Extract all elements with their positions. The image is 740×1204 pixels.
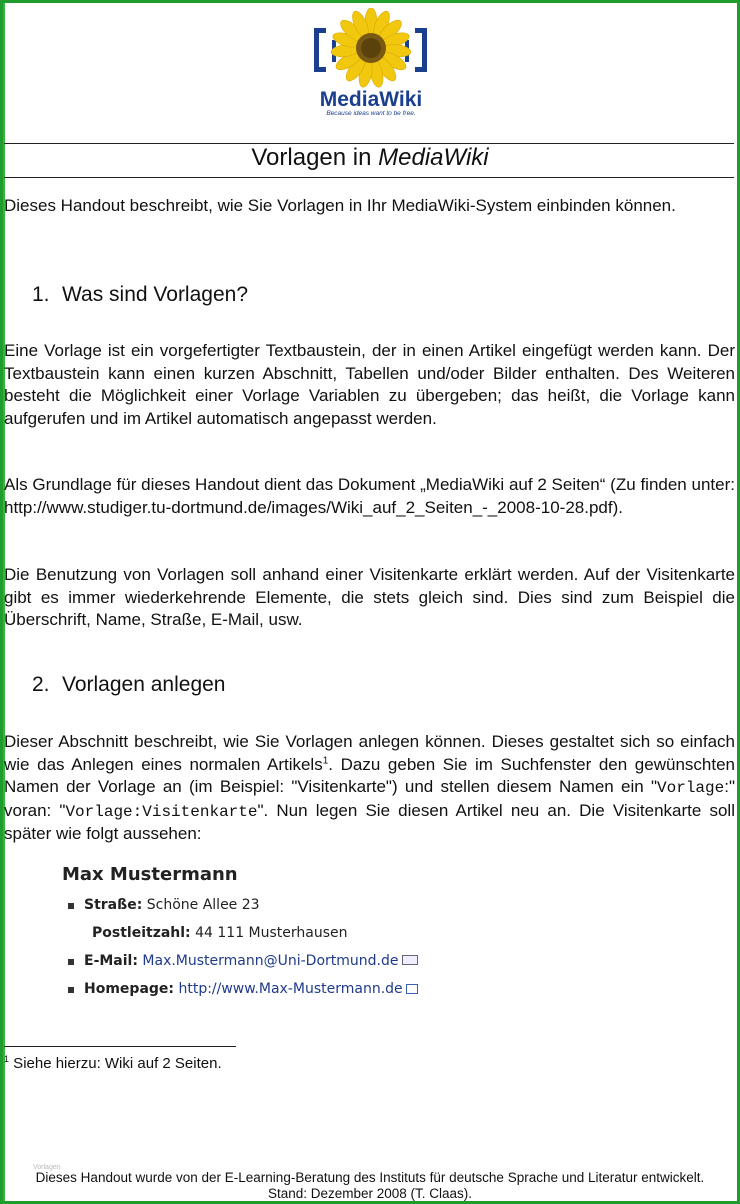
card-zip-row bbox=[62, 925, 462, 953]
street-value: Schöne Allee 23 bbox=[146, 897, 260, 913]
zip-value: 44 111 Musterhausen bbox=[195, 925, 348, 941]
logo-wordmark: MediaWiki bbox=[319, 88, 423, 111]
footnote-reference: 1 bbox=[322, 754, 329, 766]
section-2-heading bbox=[32, 673, 225, 697]
street-label: Straße: bbox=[84, 897, 143, 913]
code-vorlage-visitenkarte: Vorlage:Visitenkarte bbox=[65, 802, 258, 821]
section-2-paragraph-1 bbox=[4, 731, 735, 846]
card-street-row bbox=[62, 897, 462, 925]
section-1-heading bbox=[32, 283, 248, 307]
section-1-paragraph-2: Als Grundlage für dieses Handout dient das Dokument „MediaWiki auf 2 Seiten“ (Zu finden unter: http://www.studiger.tu-dortmund.de/images/Wiki_auf_2_Seiten_-_2008-10-28.pdf). bbox=[4, 475, 735, 517]
card-name: Max Mustermann bbox=[62, 864, 238, 885]
code-vorlage: Vorlage bbox=[657, 779, 725, 797]
title-rule-bottom bbox=[4, 177, 734, 178]
logo-tagline: Because ideas want to be free. bbox=[326, 110, 416, 117]
mail-icon bbox=[402, 955, 418, 965]
email-label: E-Mail: bbox=[84, 953, 138, 969]
mediawiki-logo bbox=[310, 8, 432, 120]
footnote-text: Siehe hierzu: Wiki auf 2 Seiten. bbox=[9, 1055, 222, 1072]
s2-text-2: . Dazu geben Sie im Suchfenster den gewünschten Namen der Vorlage an (im Beispiel: "Visitenkarte") und stellen diesem Namen ein " bbox=[4, 754, 735, 796]
section-2-title: Vorlagen anlegen bbox=[62, 673, 226, 696]
faint-watermark-text: Vorlagen bbox=[33, 1164, 61, 1171]
bullet-icon bbox=[68, 959, 74, 965]
footnote-number: 1 bbox=[4, 1054, 10, 1064]
page-footer bbox=[0, 1170, 740, 1202]
s2-text-4: ". Nun legen Sie diesen Artikel neu an. Die Visitenkarte soll später wie folgt aussehen: bbox=[4, 800, 735, 843]
bullet-icon bbox=[68, 903, 74, 909]
footnote bbox=[4, 1055, 222, 1072]
intro-paragraph: Dieses Handout beschreibt, wie Sie Vorlagen in Ihr MediaWiki-System einbinden können. bbox=[4, 196, 676, 215]
page-title bbox=[0, 144, 740, 172]
section-1-title: Was sind Vorlagen? bbox=[62, 283, 248, 306]
footnote-rule bbox=[4, 1046, 236, 1047]
homepage-label: Homepage: bbox=[84, 981, 175, 997]
card-homepage-row bbox=[62, 981, 462, 1009]
business-card-example bbox=[62, 864, 462, 1009]
section-1-paragraph-3: Die Benutzung von Vorlagen soll anhand einer Visitenkarte erklärt werden. Auf der Visitenkarte gibt es immer wiederkehrende Elemente, die stets gleich sind. Dies sind zum Beispiel die Überschrift, Name, Straße, E-Mail, usw. bbox=[4, 565, 735, 629]
homepage-link[interactable]: http://www.Max-Mustermann.de bbox=[178, 981, 403, 997]
title-prefix: Vorlagen in bbox=[251, 144, 379, 171]
footer-line-2: Stand: Dezember 2008 (T. Claas). bbox=[267, 1186, 473, 1201]
zip-label: Postleitzahl: bbox=[92, 925, 191, 941]
title-italic: MediaWiki bbox=[378, 144, 489, 171]
section-2-number: 2. bbox=[32, 673, 50, 696]
s2-text-1: Dieser Abschnitt beschreibt, wie Sie Vorlagen anlegen können. Dieses gestaltet sich so einfach wie das Anlegen eines normalen Artikels bbox=[4, 732, 735, 774]
section-1-paragraph-1: Eine Vorlage ist ein vorgefertigter Textbaustein, der in einen Artikel eingefügt werden kann. Der Textbaustein kann einen kurzen Abschnitt, Tabellen und/oder Bilder enthalten. Des Weiteren besteht die Möglichkeit einer Vorlage Variablen zu übergeben; das heißt, die Vorlage kann aufgerufen und im Artikel automatisch angepasst werden. bbox=[4, 341, 735, 428]
footer-line-1: Dieses Handout wurde von der E-Learning-Beratung des Instituts für deutsche Sprache und Literatur entwickelt. bbox=[35, 1170, 705, 1185]
external-link-icon bbox=[406, 984, 418, 994]
sunflower-logo-icon bbox=[310, 8, 432, 88]
s2-text-3: :" voran: " bbox=[4, 777, 735, 820]
section-1-number: 1. bbox=[32, 283, 50, 306]
bullet-icon bbox=[68, 987, 74, 993]
email-link[interactable]: Max.Mustermann@Uni-Dortmund.de bbox=[142, 953, 399, 969]
card-email-row bbox=[62, 953, 462, 981]
